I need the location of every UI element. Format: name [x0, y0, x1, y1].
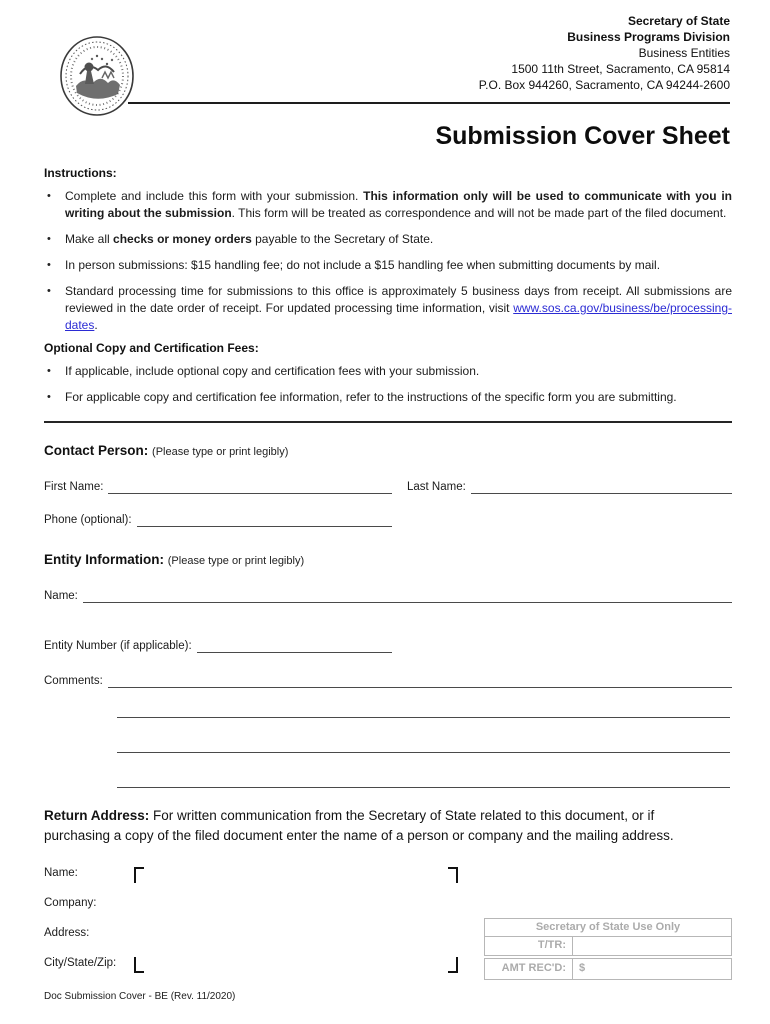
entity-name-row	[44, 588, 732, 603]
optional-fees-heading: Optional Copy and Certification Fees:	[44, 341, 259, 355]
optional-fees-2-text: For applicable copy and certification fee information, refer to the instructions of the specific form you are submitting.	[65, 390, 677, 404]
phone-field-row	[44, 512, 732, 527]
return-address-description: For written communication from the Secretary of State related to this document, or if purchasing a copy of the filed document enter the name of a person or company and the mailing address.	[44, 808, 674, 843]
instruction-item-3	[44, 257, 732, 274]
return-company-label: Company:	[44, 897, 97, 909]
entity-name-label: Name:	[44, 590, 78, 602]
instruction-2-text: Make all	[65, 232, 114, 246]
corner-bracket-top-left-icon	[134, 867, 144, 883]
name-fields-row	[44, 479, 732, 494]
comments-input-line-2[interactable]	[117, 703, 730, 718]
sos-use-only-header: Secretary of State Use Only	[485, 919, 731, 937]
corner-bracket-bottom-right-icon	[448, 957, 458, 973]
return-address-label: Address:	[44, 927, 90, 939]
first-name-label: First Name:	[44, 481, 104, 493]
comments-label: Comments:	[44, 675, 103, 687]
entity-information-heading	[44, 552, 304, 567]
first-name-field	[44, 479, 392, 494]
entity-name-field	[44, 588, 732, 603]
agency-header	[479, 13, 730, 93]
optional-fees-list	[44, 363, 732, 415]
corner-bracket-top-right-icon	[448, 867, 458, 883]
instructions-heading: Instructions:	[44, 166, 117, 180]
unit-name: Business Entities	[638, 46, 730, 60]
phone-label: Phone (optional):	[44, 514, 132, 526]
entity-information-note: (Please type or print legibly)	[167, 555, 305, 567]
processing-dates-link[interactable]: www.sos.ca.gov/business/be/processing-dates	[65, 301, 732, 332]
instruction-4-text-end: .	[94, 318, 98, 332]
street-address: 1500 11th Street, Sacramento, CA 95814	[511, 62, 730, 76]
division-name: Business Programs Division	[567, 30, 730, 44]
sos-use-only-upper-box	[484, 918, 732, 956]
instruction-1-text-end: . This form will be treated as correspondence and will not be made part of the filed document.	[231, 206, 727, 220]
sos-use-only-lower-box	[484, 958, 732, 980]
corner-bracket-bottom-left-icon	[134, 957, 144, 973]
phone-field	[44, 512, 392, 527]
page-title: Submission Cover Sheet	[435, 122, 730, 150]
amt-recd-row	[485, 959, 731, 979]
ttr-row	[485, 937, 731, 955]
contact-person-note: (Please type or print legibly)	[152, 446, 289, 458]
instruction-4-text: Standard processing time for submissions to this office is approximately 5 business days from receipt. All submissions are reviewed in the date order of receipt. For updated processing time information, visit	[65, 284, 732, 315]
contact-person-title: Contact Person:	[44, 443, 149, 458]
instructions-list	[44, 188, 732, 343]
return-address-paragraph	[44, 806, 720, 846]
comments-field	[44, 673, 732, 688]
amt-recd-value-cell[interactable]: $	[579, 962, 586, 974]
phone-input-line[interactable]	[137, 512, 392, 527]
header-rule	[128, 102, 730, 104]
return-name-label: Name:	[44, 867, 78, 879]
entity-number-label: Entity Number (if applicable):	[44, 640, 192, 652]
section-divider	[44, 421, 732, 423]
last-name-label: Last Name:	[407, 481, 466, 493]
first-name-input-line[interactable]	[108, 479, 392, 494]
return-city-state-zip-label: City/State/Zip:	[44, 957, 117, 969]
optional-fees-item-2	[44, 389, 732, 406]
instruction-1-bold-text: This information only will be used to communicate with you in writing about the submission	[65, 189, 732, 220]
instruction-item-1	[44, 188, 732, 222]
entity-number-input-line[interactable]	[197, 638, 392, 653]
ttr-value-cell[interactable]	[573, 937, 731, 955]
last-name-field	[407, 479, 732, 494]
entity-number-field	[44, 638, 392, 653]
entity-number-row	[44, 638, 732, 653]
california-state-seal-icon	[58, 34, 136, 118]
contact-person-heading	[44, 443, 288, 458]
instruction-item-4	[44, 283, 732, 334]
po-box-address: P.O. Box 944260, Sacramento, CA 94244-2600	[478, 78, 730, 92]
entity-information-title: Entity Information:	[44, 552, 164, 567]
last-name-input-line[interactable]	[471, 479, 732, 494]
agency-name: Secretary of State	[627, 14, 730, 28]
comments-row	[44, 673, 732, 688]
amt-recd-label: AMT REC'D:	[485, 959, 573, 979]
optional-fees-item-1	[44, 363, 732, 380]
instruction-2-bold-text: checks or money orders	[113, 232, 252, 246]
sos-use-only-table	[484, 918, 732, 980]
instruction-1-text: Complete and include this form with your submission.	[65, 189, 364, 203]
comments-input-line-4[interactable]	[117, 773, 730, 788]
ttr-label: T/TR:	[485, 937, 573, 955]
instruction-2-text-end: payable to the Secretary of State.	[251, 232, 434, 246]
comments-input-line-1[interactable]	[108, 673, 732, 688]
instruction-3-text: In person submissions: $15 handling fee; do not include a $15 handling fee when submitting documents by mail.	[65, 258, 661, 272]
comments-input-line-3[interactable]	[117, 738, 730, 753]
form-revision-footer: Doc Submission Cover - BE (Rev. 11/2020)	[44, 991, 236, 1002]
return-address-title: Return Address:	[44, 808, 150, 823]
optional-fees-1-text: If applicable, include optional copy and certification fees with your submission.	[65, 364, 480, 378]
instruction-item-2	[44, 231, 732, 248]
entity-name-input-line[interactable]	[83, 588, 732, 603]
